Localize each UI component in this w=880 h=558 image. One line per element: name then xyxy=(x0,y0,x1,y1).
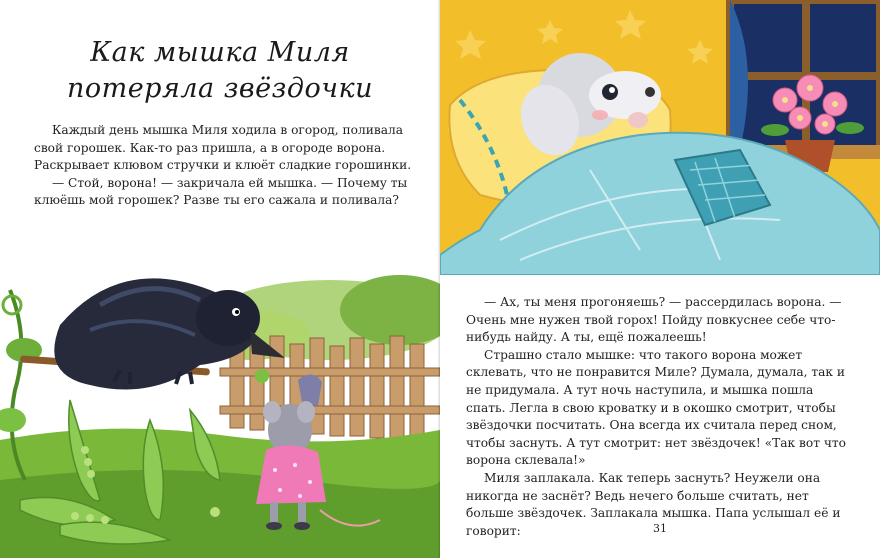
story-title-line-1: Как мышка Миля xyxy=(90,37,350,68)
page-number: 31 xyxy=(653,522,667,535)
right-page xyxy=(440,0,880,558)
paragraph: — Ах, ты меня прогоняешь? — рассердилась ворона. — Очень мне нужен твой горох! Пойду повкуснее себе что-нибудь найду. А ты, ещё пожалеешь! xyxy=(466,295,842,345)
paragraph: Каждый день мышка Миля ходила в огород, поливала свой горошек. Как-то раз пришла, а в огороде ворона. Раскрывает клювом стручки и клюёт сладкие горошинки. xyxy=(34,123,412,173)
crow-and-mouse-illustration xyxy=(0,250,440,558)
paragraph: Страшно стало мышке: что такого ворона может склевать, что не понравится Миле? Думала, думала, так и не придумала. А тут ночь наступила, и мышка пошла спать. Легла в свою кроватку и в окошко смотрит, чтобы звёздочки посчитать. Она всегда их считала перед сном, чтобы заснуть. А тут смотрит: нет звёздочек! «Так вот что ворона склевала!» xyxy=(466,347,846,468)
left-page-text xyxy=(34,122,412,210)
story-title-line-2: потеряла звёздочки xyxy=(66,73,374,104)
paragraph: — Стой, ворона! — закричала ей мышка. — Почему ты клюёшь мой горошек? Разве ты его сажала и поливала? xyxy=(34,175,408,208)
paragraph: Миля заплакала. Как теперь заснуть? Неужели она никогда не заснёт? Ведь нечего больше считать, нет больше звёздочек. Заплакала мышка. Папа услышал её и говорит: xyxy=(466,470,841,538)
right-page-text xyxy=(466,294,852,540)
mouse-in-bed-illustration xyxy=(440,0,880,275)
